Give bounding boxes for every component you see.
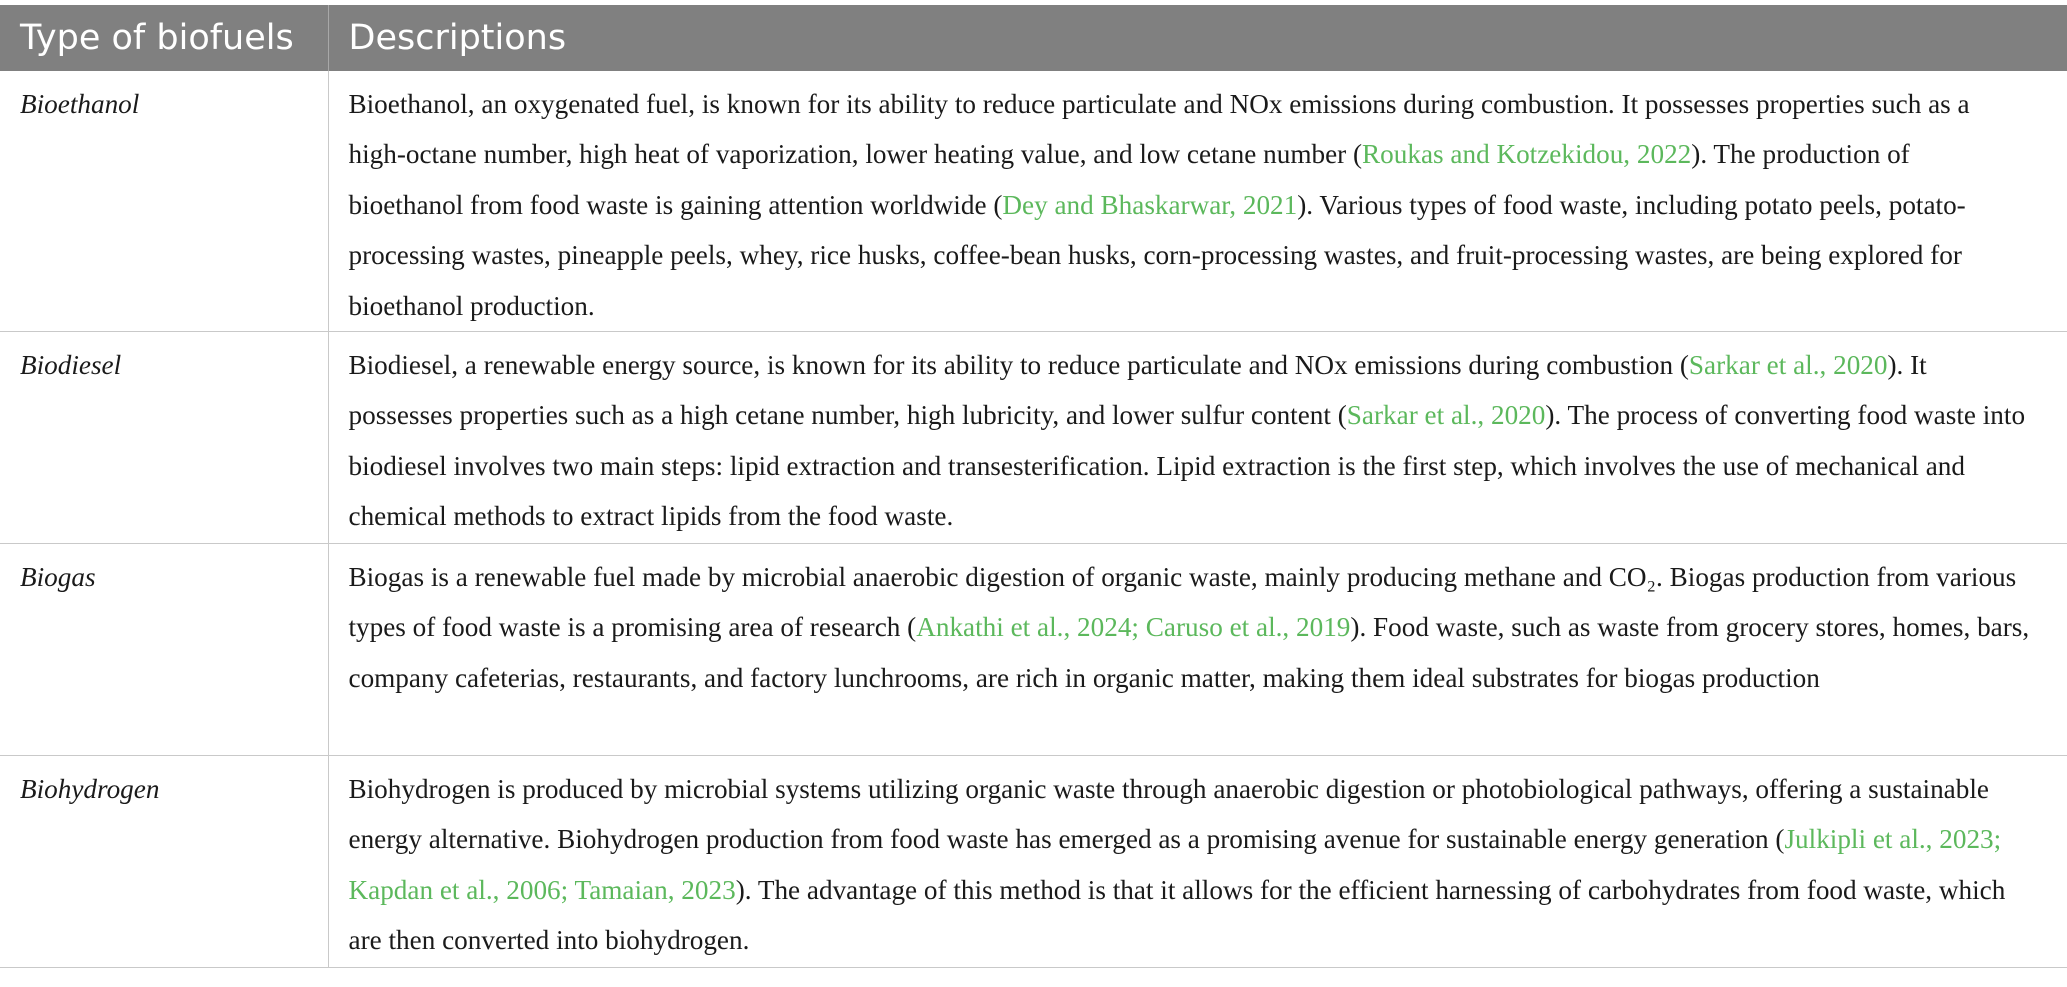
description-text: ). Food waste, such as waste from grocery stores, homes, bars, company cafeterias, restaurants, and factory lunchrooms, are rich in organic matter, making them ideal substrates for biogas production (348, 612, 2030, 693)
description-text: ). Various types of food waste, including potato peels, potato-processing wastes, pineapple peels, whey, rice husks, coffee-bean husks, corn-processing wastes, and fruit-processing wastes, are being explored for bioethanol production. (348, 189, 1966, 321)
description-text: Biohydrogen is produced by microbial systems utilizing organic waste through anaerobic digestion or photobiological pathways, offering a sustainable energy alternative. Biohydrogen production from food waste has emerged as a promising avenue for sustainable energy generation ( (348, 774, 1989, 855)
biofuel-description (328, 71, 2067, 332)
description-text: ). The process of converting food waste into biodiesel involves two main steps: lipid extraction and transesterification. Lipid extraction is the first step, which involves the use of mechanical and chemical methods to extract lipids from the food waste. (348, 400, 2026, 532)
description-text: ). The advantage of this method is that it allows for the efficient harnessing of carbohydrates from food waste, which are then converted into biohydrogen. (348, 874, 2006, 956)
biofuel-type: Biodiesel (0, 332, 328, 544)
table-row (0, 544, 2067, 756)
citation-link[interactable]: Julkipli et al., 2023; Kapdan et al., 2006; Tamaian, 2023 (348, 824, 2002, 905)
biofuel-description (328, 544, 2067, 756)
table-row (0, 71, 2067, 332)
header-type-of-biofuels: Type of biofuels (0, 5, 328, 71)
biofuels-table (0, 5, 2067, 968)
biofuel-type: Biogas (0, 544, 328, 756)
table-row (0, 332, 2067, 544)
table-header-row (0, 5, 2067, 71)
description-text: Bioethanol, an oxygenated fuel, is known for its ability to reduce particulate and NOx emissions during combustion. It possesses properties such as a high-octane number, high heat of vaporization, lower heating value, and low cetane number ( (348, 89, 1970, 170)
description-text: ). It possesses properties such as a high cetane number, high lubricity, and lower sulfur content ( (348, 350, 1927, 431)
citation-link[interactable]: Sarkar et al., 2020 (1688, 350, 1888, 381)
biofuel-type: Bioethanol (0, 71, 328, 332)
description-text: Biodiesel, a renewable energy source, is known for its ability to reduce particulate and NOx emissions during combustion ( (348, 350, 1689, 381)
description-text: Biogas is a renewable fuel made by microbial anaerobic digestion of organic waste, mainly producing methane and CO₂. Biogas production from various types of food waste is a promising area of research ( (348, 562, 2017, 643)
biofuel-type: Biohydrogen (0, 756, 328, 968)
citation-link[interactable]: Sarkar et al., 2020 (1346, 400, 1546, 431)
table-row (0, 756, 2067, 968)
citation-link[interactable]: Roukas and Kotzekidou, 2022 (1362, 139, 1692, 170)
biofuel-description (328, 756, 2067, 968)
biofuel-description (328, 332, 2067, 544)
citation-link[interactable]: Ankathi et al., 2024; Caruso et al., 2019 (916, 612, 1351, 643)
header-descriptions: Descriptions (328, 5, 2067, 71)
description-text: ). The production of bioethanol from food waste is gaining attention worldwide ( (348, 139, 1910, 220)
citation-link[interactable]: Dey and Bhaskarwar, 2021 (1002, 189, 1298, 220)
